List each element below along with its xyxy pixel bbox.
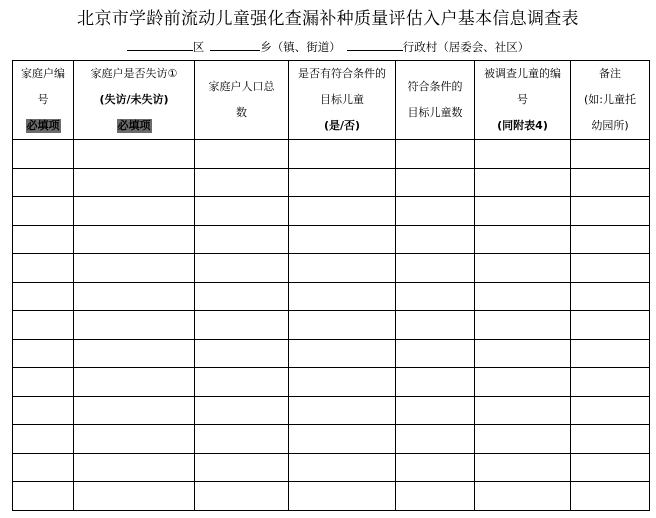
table-cell[interactable] (13, 225, 74, 254)
table-row (13, 368, 650, 397)
table-row (13, 197, 650, 226)
table-cell[interactable] (475, 425, 571, 454)
table-cell[interactable] (475, 225, 571, 254)
table-cell[interactable] (475, 168, 571, 197)
table-cell[interactable] (74, 453, 195, 482)
table-cell[interactable] (13, 453, 74, 482)
header-child-id (475, 61, 571, 140)
table-row (13, 339, 650, 368)
table-cell[interactable] (74, 368, 195, 397)
table-cell[interactable] (289, 339, 396, 368)
table-cell[interactable] (195, 425, 289, 454)
table-cell[interactable] (195, 168, 289, 197)
table-cell[interactable] (195, 197, 289, 226)
table-cell[interactable] (289, 282, 396, 311)
header-line: 家庭户人口总 (208, 80, 275, 93)
table-cell[interactable] (396, 225, 475, 254)
table-cell[interactable] (74, 396, 195, 425)
table-cell[interactable] (74, 168, 195, 197)
table-cell[interactable] (195, 282, 289, 311)
table-cell[interactable] (195, 311, 289, 340)
table-cell[interactable] (13, 168, 74, 197)
table-cell[interactable] (74, 482, 195, 511)
header-line: 数 (236, 106, 247, 119)
table-cell[interactable] (571, 425, 650, 454)
village-label: 行政村（居委会、社区） (402, 40, 530, 54)
table-cell[interactable] (571, 482, 650, 511)
header-remarks (571, 61, 650, 140)
table-cell[interactable] (195, 453, 289, 482)
table-cell[interactable] (195, 140, 289, 169)
district-blank[interactable] (127, 38, 193, 51)
table-cell[interactable] (475, 482, 571, 511)
header-line: (如:儿童托 (584, 93, 636, 106)
table-cell[interactable] (571, 225, 650, 254)
table-cell[interactable] (74, 225, 195, 254)
survey-table (12, 60, 650, 511)
header-line: 目标儿童数 (407, 106, 463, 119)
table-cell[interactable] (74, 339, 195, 368)
table-cell[interactable] (13, 368, 74, 397)
table-row (13, 453, 650, 482)
header-lost-to-follow-up (74, 61, 195, 140)
table-cell[interactable] (571, 311, 650, 340)
table-row (13, 282, 650, 311)
header-line: (失访/未失访) (99, 93, 169, 106)
table-cell[interactable] (289, 254, 396, 283)
table-cell[interactable] (74, 311, 195, 340)
header-line: 家庭户是否失访① (90, 67, 178, 80)
table-cell[interactable] (571, 453, 650, 482)
table-cell[interactable] (289, 168, 396, 197)
table-row (13, 482, 650, 511)
table-cell[interactable] (195, 396, 289, 425)
table-row (13, 140, 650, 169)
header-row (13, 61, 650, 140)
table-cell[interactable] (396, 482, 475, 511)
table-cell[interactable] (571, 140, 650, 169)
table-cell[interactable] (289, 225, 396, 254)
table-row (13, 168, 650, 197)
table-cell[interactable] (396, 254, 475, 283)
header-has-target-child (289, 61, 396, 140)
table-cell[interactable] (571, 254, 650, 283)
header-line: 符合条件的 (407, 80, 463, 93)
table-cell[interactable] (13, 482, 74, 511)
table-cell[interactable] (13, 425, 74, 454)
table-cell[interactable] (74, 197, 195, 226)
table-cell[interactable] (571, 282, 650, 311)
table-cell[interactable] (396, 311, 475, 340)
table-cell[interactable] (475, 368, 571, 397)
table-cell[interactable] (571, 368, 650, 397)
table-row (13, 254, 650, 283)
table-cell[interactable] (195, 339, 289, 368)
town-blank[interactable] (210, 38, 260, 51)
header-line: 目标儿童 (320, 93, 364, 106)
header-line: 号 (517, 93, 528, 106)
table-cell[interactable] (195, 482, 289, 511)
table-cell[interactable] (571, 339, 650, 368)
table-cell[interactable] (475, 254, 571, 283)
table-cell[interactable] (289, 425, 396, 454)
required-badge: 必填项 (26, 119, 60, 132)
table-cell[interactable] (475, 453, 571, 482)
table-cell[interactable] (396, 282, 475, 311)
table-cell[interactable] (396, 368, 475, 397)
table-cell[interactable] (289, 453, 396, 482)
table-cell[interactable] (396, 168, 475, 197)
table-cell[interactable] (289, 396, 396, 425)
table-cell[interactable] (475, 339, 571, 368)
table-cell[interactable] (289, 311, 396, 340)
table-cell[interactable] (475, 197, 571, 226)
table-cell[interactable] (396, 197, 475, 226)
table-cell[interactable] (289, 482, 396, 511)
table-cell[interactable] (13, 197, 74, 226)
table-cell[interactable] (475, 140, 571, 169)
header-line: 被调查儿童的编 (484, 67, 561, 80)
table-cell[interactable] (74, 425, 195, 454)
table-cell[interactable] (13, 140, 74, 169)
table-cell[interactable] (13, 282, 74, 311)
table-cell[interactable] (13, 339, 74, 368)
table-cell[interactable] (195, 254, 289, 283)
header-line: 家庭户编 (21, 67, 65, 80)
table-cell[interactable] (289, 140, 396, 169)
table-cell[interactable] (74, 282, 195, 311)
header-line: 是否有符合条件的 (298, 67, 386, 80)
location-line (0, 38, 656, 55)
table-cell[interactable] (571, 396, 650, 425)
header-household-id (13, 61, 74, 140)
table-cell[interactable] (289, 368, 396, 397)
table-cell[interactable] (571, 197, 650, 226)
header-target-child-count (396, 61, 475, 140)
table-cell[interactable] (396, 140, 475, 169)
table-cell[interactable] (396, 339, 475, 368)
table-cell[interactable] (289, 197, 396, 226)
header-line: (是/否) (323, 119, 361, 132)
table-cell[interactable] (74, 254, 195, 283)
survey-body (13, 140, 650, 511)
table-row (13, 396, 650, 425)
table-cell[interactable] (475, 282, 571, 311)
table-cell[interactable] (74, 140, 195, 169)
district-label: 区 (192, 40, 205, 54)
table-cell[interactable] (571, 168, 650, 197)
table-cell[interactable] (396, 396, 475, 425)
header-line: 幼园所) (591, 119, 629, 132)
table-row (13, 225, 650, 254)
table-cell[interactable] (475, 311, 571, 340)
table-cell[interactable] (195, 225, 289, 254)
header-line: 号 (37, 93, 49, 106)
required-badge: 必填项 (117, 119, 151, 132)
page-title: 北京市学龄前流动儿童强化查漏补种质量评估入户基本信息调查表 (77, 9, 579, 29)
table-cell[interactable] (13, 396, 74, 425)
table-cell[interactable] (13, 311, 74, 340)
table-row (13, 425, 650, 454)
table-cell[interactable] (475, 396, 571, 425)
table-cell[interactable] (396, 425, 475, 454)
header-line: (同附表4) (497, 119, 548, 132)
table-cell[interactable] (195, 368, 289, 397)
table-cell[interactable] (13, 254, 74, 283)
village-blank[interactable] (347, 38, 403, 51)
header-line: 备注 (599, 67, 621, 80)
town-label: 乡（镇、街道） (260, 40, 341, 54)
table-row (13, 311, 650, 340)
header-household-size (195, 61, 289, 140)
table-cell[interactable] (396, 453, 475, 482)
